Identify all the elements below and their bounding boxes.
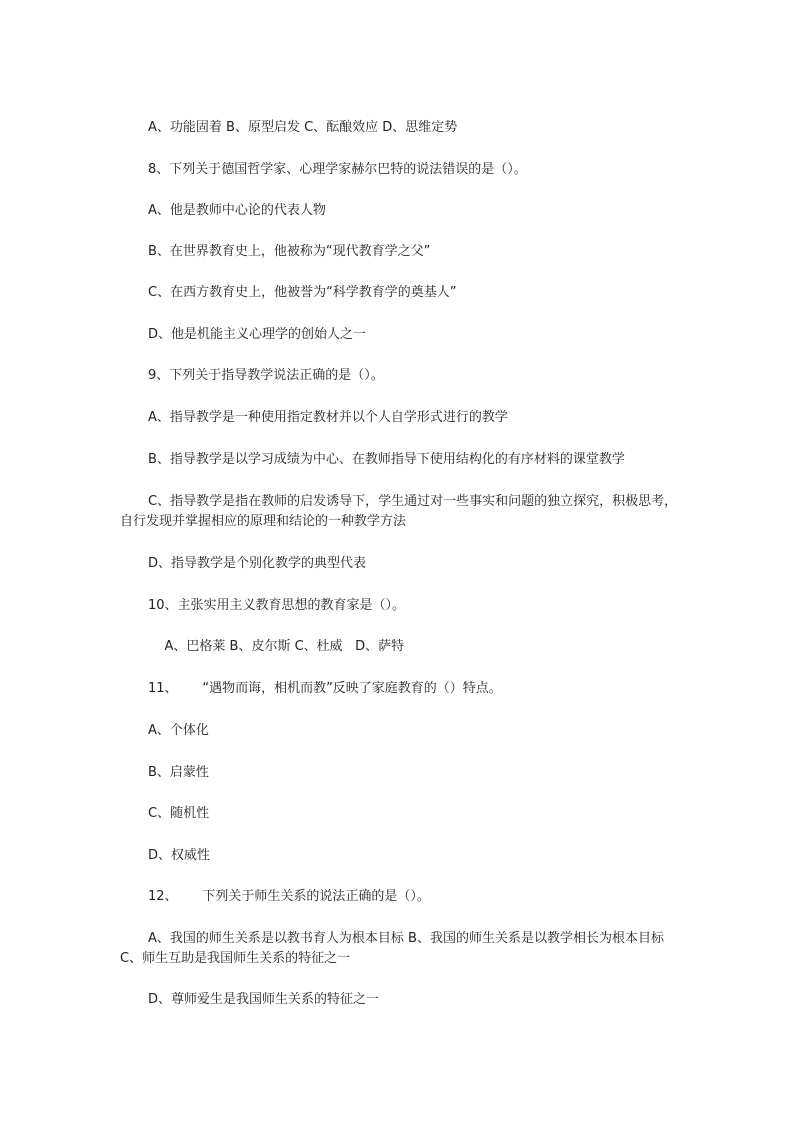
q11-option-b: B、启蒙性 xyxy=(148,765,209,780)
question-10: 10、主张实用主义教育思想的教育家是（）。 xyxy=(148,598,406,613)
q9-option-a: A、指导教学是一种使用指定教材并以个人自学形式进行的教学 xyxy=(148,410,508,425)
q8-option-a: A、他是教师中心论的代表人物 xyxy=(148,203,326,218)
q12-options-abc: A、我国的师生关系是以教书育人为根本目标 B、我国的师生关系是以教学相长为根本目标 C、师生互助是我国师生关系的特征之一 xyxy=(120,931,669,966)
q8-option-c: C、在西方教育史上，他被誉为“科学教育学的奠基人” xyxy=(148,285,457,300)
q8-option-d: D、他是机能主义心理学的创始人之一 xyxy=(148,327,367,342)
q11-option-c: C、随机性 xyxy=(148,806,210,821)
q9-option-c: C、指导教学是指在教师的启发诱导下，学生通过对一些事实和问题的独立探究，积极思考，自行发现并掌握相应的原理和结论的一种教学方法 xyxy=(120,494,678,529)
question-9: 9、下列关于指导教学说法正确的是（）。 xyxy=(148,368,384,383)
q9-option-d: D、指导教学是个别化教学的典型代表 xyxy=(148,556,367,571)
q12-option-d: D、尊师爱生是我国师生关系的特征之一 xyxy=(148,992,380,1007)
q11-option-a: A、个体化 xyxy=(148,723,209,738)
q11-option-d: D、权威性 xyxy=(148,848,211,863)
question-12: 12、 下列关于师生关系的说法正确的是（）。 xyxy=(148,889,430,904)
option-line-q7: A、功能固着 B、原型启发 C、酝酿效应 D、思维定势 xyxy=(148,120,458,135)
question-11: 11、 “遇物而诲，相机而教”反映了家庭教育的（）特点。 xyxy=(148,681,502,696)
q9-option-b: B、指导教学是以学习成绩为中心、在教师指导下使用结构化的有序材料的课堂教学 xyxy=(148,452,625,467)
q10-options: A、巴格莱 B、皮尔斯 C、杜威 D、萨特 xyxy=(148,639,405,654)
question-8: 8、下列关于德国哲学家、心理学家赫尔巴特的说法错误的是（）。 xyxy=(148,162,527,177)
q8-option-b: B、在世界教育史上，他被称为“现代教育学之父” xyxy=(148,244,431,259)
